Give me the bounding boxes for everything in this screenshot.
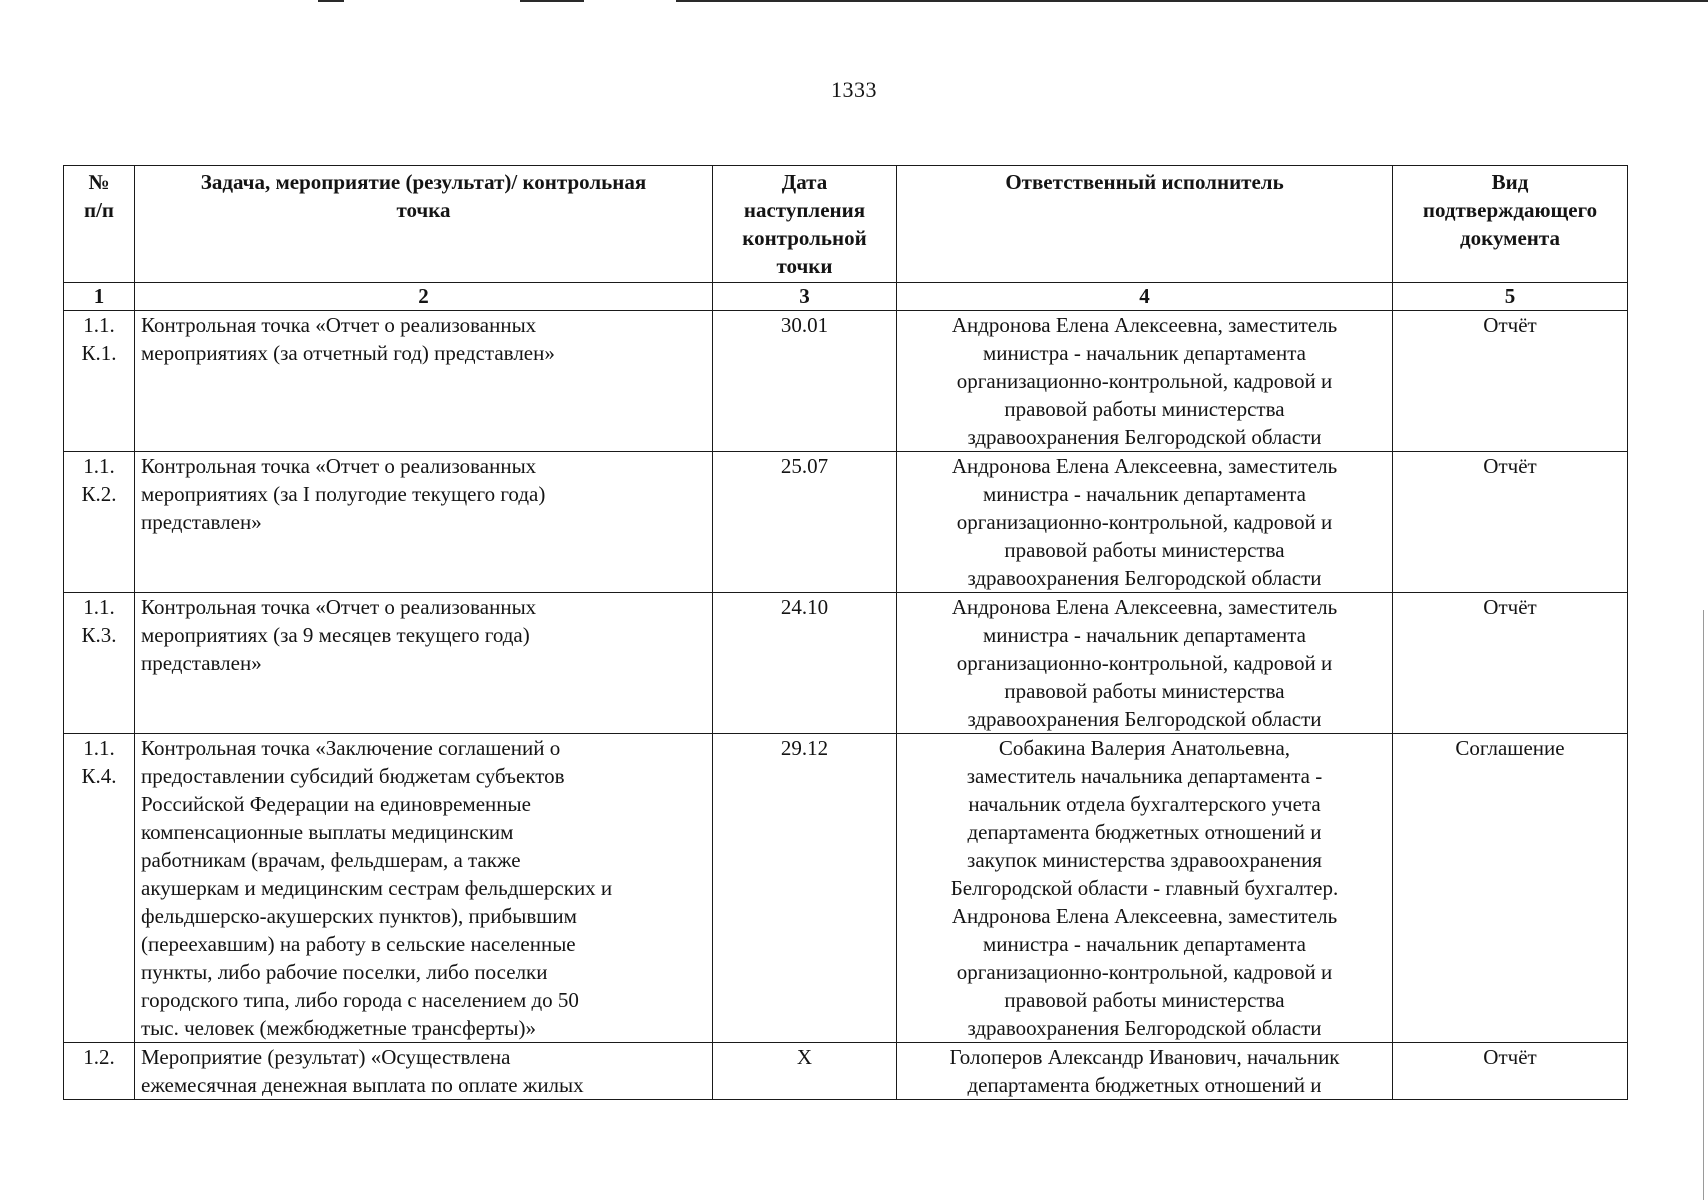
scan-edge-line: [676, 0, 1708, 2]
row-date: 24.10: [713, 593, 897, 734]
scan-edge-line: [520, 0, 584, 2]
column-number: 1: [64, 283, 135, 311]
row-responsible: Собакина Валерия Анатольевна, заместитель начальника департамента - начальник отдела бухгалтерского учета департамента бюджетных отношений и закупок министерства здравоохранения Белгородской области - главный бухгалтер. Андронова Елена Алексеевна, заместитель министра - начальник департамента организационно-контрольной, кадровой и правовой работы министерства здравоохранения Белгородской области: [897, 734, 1393, 1043]
row-number: 1.1. К.4.: [64, 734, 135, 1043]
row-responsible: Андронова Елена Алексеевна, заместитель министра - начальник департамента организационно-контрольной, кадровой и правовой работы министерства здравоохранения Белгородской области: [897, 593, 1393, 734]
table-row: [64, 734, 1628, 1043]
row-document: Отчёт: [1393, 593, 1628, 734]
row-date: Х: [713, 1043, 897, 1100]
table-row: [64, 1043, 1628, 1100]
column-number-row: [64, 283, 1628, 311]
row-date: 29.12: [713, 734, 897, 1043]
table-row: [64, 452, 1628, 593]
row-document: Отчёт: [1393, 311, 1628, 452]
page-number: 1333: [831, 77, 877, 102]
row-document: Отчёт: [1393, 1043, 1628, 1100]
scan-speck: [1703, 610, 1704, 1200]
header-date: Дата наступления контрольной точки: [713, 166, 897, 283]
control-points-table: [63, 165, 1628, 1100]
row-task: Контрольная точка «Отчет о реализованных мероприятиях (за I полугодие текущего года) представлен»: [135, 452, 713, 593]
row-responsible: Голоперов Александр Иванович, начальник департамента бюджетных отношений и: [897, 1043, 1393, 1100]
row-date: 30.01: [713, 311, 897, 452]
row-task: Контрольная точка «Заключение соглашений о предоставлении субсидий бюджетам субъектов Российской Федерации на единовременные компенсационные выплаты медицинским работникам (врачам, фельдшерам, а также акушеркам и медицинским сестрам фельдшерских и фельдшерско-акушерских пунктов), прибывшим (переехавшим) на работу в сельские населенные пункты, либо рабочие поселки, либо поселки городского типа, либо города с населением до 50 тыс. человек (межбюджетные трансферты)»: [135, 734, 713, 1043]
row-number: 1.1. К.3.: [64, 593, 135, 734]
table-row: [64, 311, 1628, 452]
column-number: 3: [713, 283, 897, 311]
header-responsible: Ответственный исполнитель: [897, 166, 1393, 283]
scan-edge-line: [318, 0, 344, 2]
row-responsible: Андронова Елена Алексеевна, заместитель министра - начальник департамента организационно-контрольной, кадровой и правовой работы министерства здравоохранения Белгородской области: [897, 311, 1393, 452]
row-document: Соглашение: [1393, 734, 1628, 1043]
row-number: 1.1. К.1.: [64, 311, 135, 452]
row-task: Контрольная точка «Отчет о реализованных мероприятиях (за отчетный год) представлен»: [135, 311, 713, 452]
table-header-row: [64, 166, 1628, 283]
column-number: 2: [135, 283, 713, 311]
header-document: Вид подтверждающего документа: [1393, 166, 1628, 283]
row-number: 1.1. К.2.: [64, 452, 135, 593]
header-task: Задача, мероприятие (результат)/ контрольная точка: [135, 166, 713, 283]
row-document: Отчёт: [1393, 452, 1628, 593]
column-number: 5: [1393, 283, 1628, 311]
column-number: 4: [897, 283, 1393, 311]
row-task: Мероприятие (результат) «Осуществлена ежемесячная денежная выплата по оплате жилых: [135, 1043, 713, 1100]
header-number: № п/п: [64, 166, 135, 283]
row-responsible: Андронова Елена Алексеевна, заместитель министра - начальник департамента организационно-контрольной, кадровой и правовой работы министерства здравоохранения Белгородской области: [897, 452, 1393, 593]
row-number: 1.2.: [64, 1043, 135, 1100]
row-date: 25.07: [713, 452, 897, 593]
row-task: Контрольная точка «Отчет о реализованных мероприятиях (за 9 месяцев текущего года) представлен»: [135, 593, 713, 734]
table-row: [64, 593, 1628, 734]
